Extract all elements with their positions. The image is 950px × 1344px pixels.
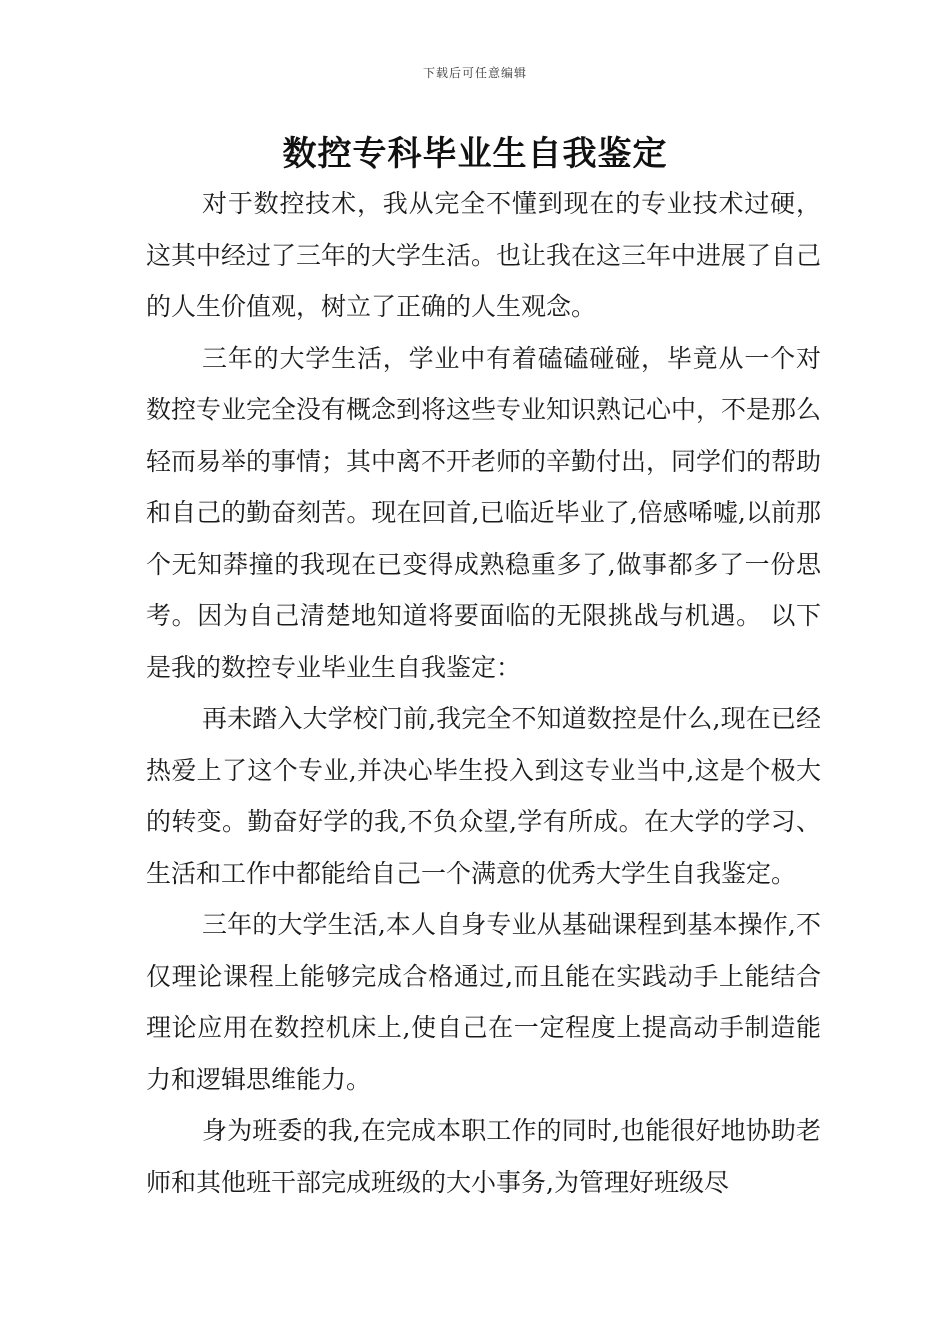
paragraph-5: 身为班委的我,在完成本职工作的同时,也能很好地协助老师和其他班干部完成班级的大小事务,为管理好班级尽: [146, 1116, 821, 1197]
paragraph-3: 再未踏入大学校门前,我完全不知道数控是什么,现在已经热爱上了这个专业,并决心毕生投入到这专业当中,这是个极大的转变。勤奋好学的我,不负众望,学有所成。在大学的学习、生活和工作中都能给自己一个满意的优秀大学生自我鉴定。: [146, 704, 821, 888]
document-title: 数控专科毕业生自我鉴定: [282, 134, 668, 174]
paragraph-4: 三年的大学生活,本人自身专业从基础课程到基本操作,不仅理论课程上能够完成合格通过,而且能在实践动手上能结合理论应用在数控机床上,使自己在一定程度上提高动手制造能力和逻辑思维能力。: [146, 910, 821, 1094]
document-body: [146, 178, 821, 1208]
header-note: 下载后可任意编辑: [422, 66, 527, 80]
paragraph-1: 对于数控技术，我从完全不懂到现在的专业技术过硬，这其中经过了三年的大学生活。也让我在这三年中进展了自己的人生价值观，树立了正确的人生观念。: [146, 189, 822, 321]
paragraph-2: 三年的大学生活，学业中有着磕磕碰碰，毕竟从一个对数控专业完全没有概念到将这些专业知识熟记心中，不是那么轻而易举的事情；其中离不开老师的辛勤付出，同学们的帮助和自己的勤奋刻苦。现在回首,已临近毕业了,倍感唏嘘,以前那个无知莽撞的我现在已变得成熟稳重多了,做事都多了一份思考。因为自己清楚地知道将要面临的无限挑战与机遇。 以下是我的数控专业毕业生自我鉴定：: [146, 343, 822, 682]
